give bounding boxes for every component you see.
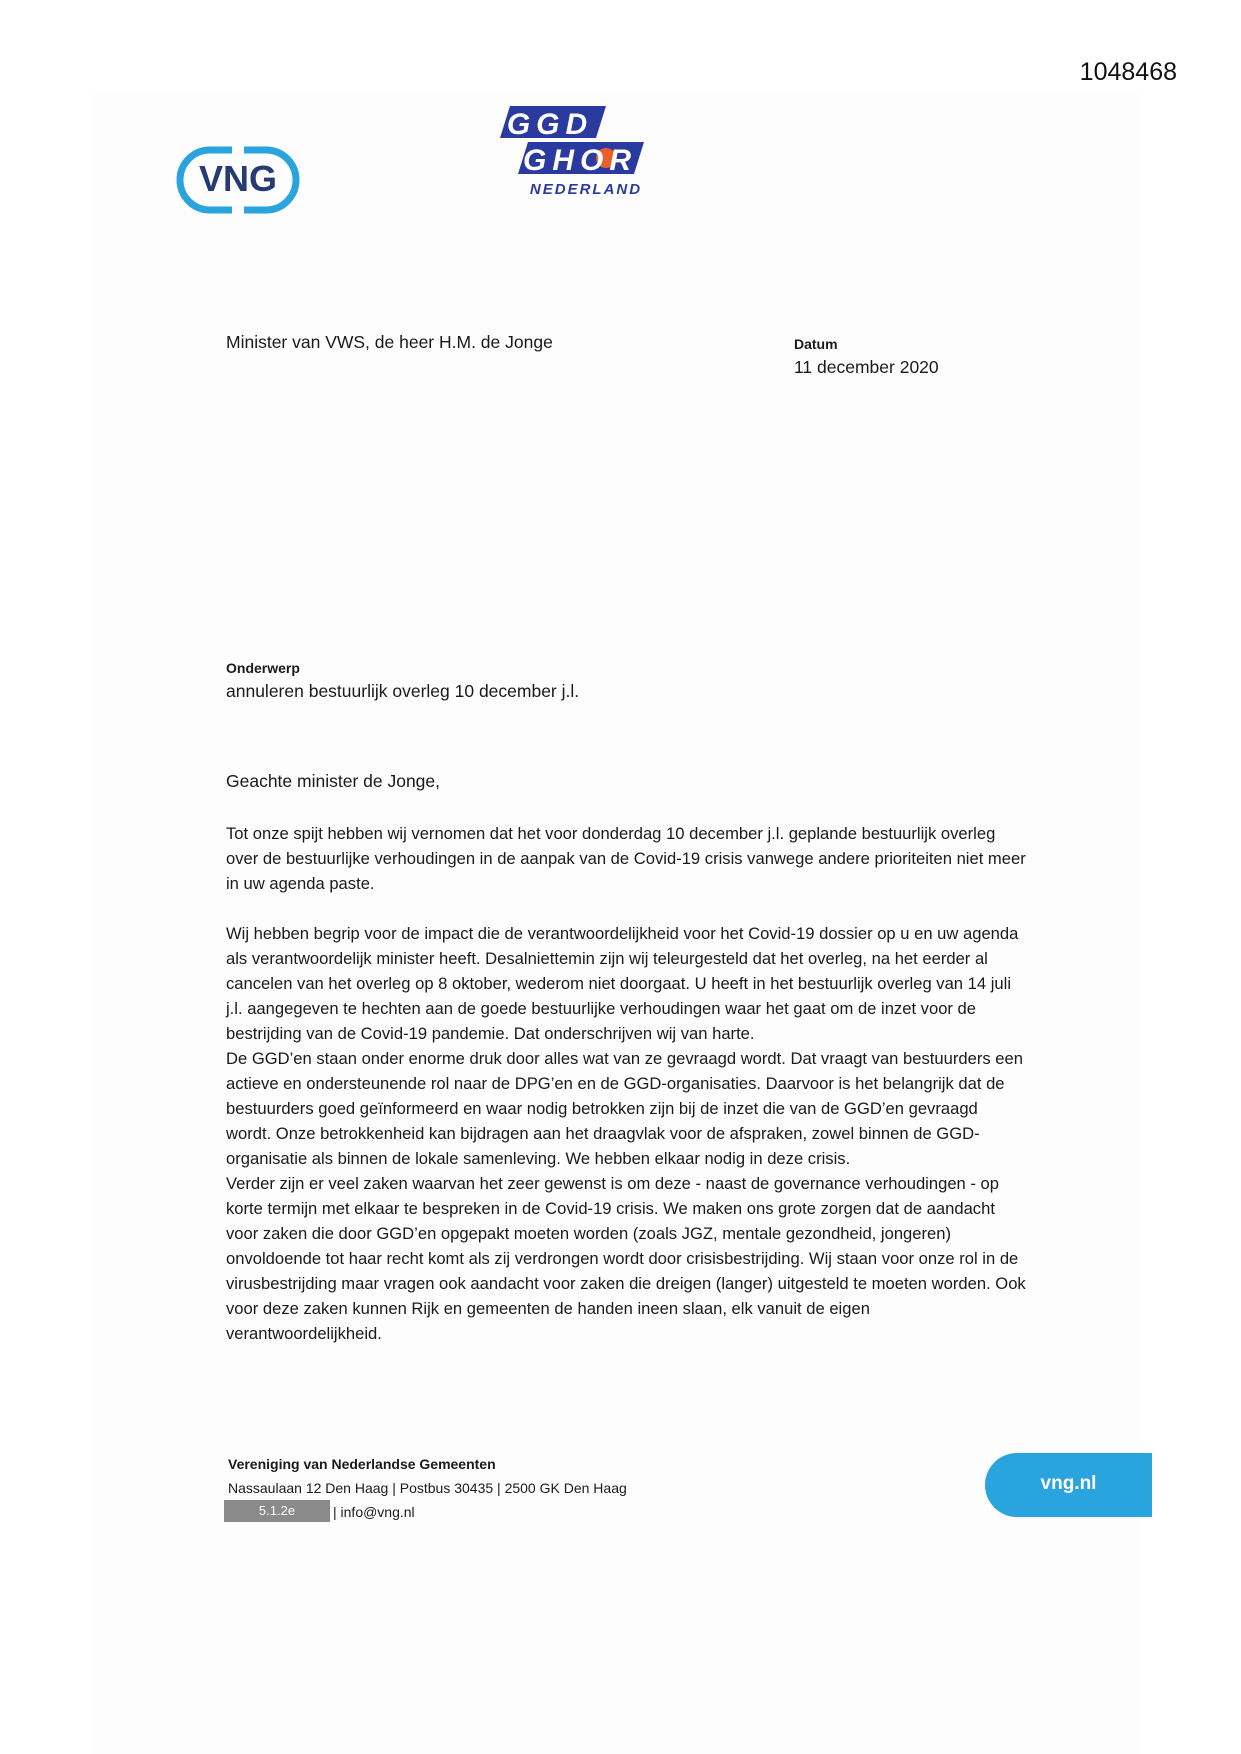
vng-logo xyxy=(176,146,300,214)
nederland-logo-text: NEDERLAND xyxy=(529,181,643,198)
body-paragraph: Wij hebben begrip voor de impact die de verantwoordelijkheid voor het Covid-19 dossier op u en uw agenda als verantwoordelijk minister heeft. Desalniettemin zijn wij teleurgesteld dat het overleg, na het eerder al cancelen van het overleg op 8 oktober, wederom niet doorgaat. U heeft in het bestuurlijk overleg van 14 juli j.l. aangegeven te hechten aan de goede bestuurlijke verhoudingen waar het gaat om de inzet voor de bestrijding van de Covid-19 pandemie. Dat onderschrijven wij van harte. xyxy=(226,924,1019,1043)
ggd-ghor-logo xyxy=(500,104,660,200)
salutation: Geachte minister de Jonge, xyxy=(226,771,441,791)
body-paragraph: De GGD’en staan onder enorme druk door alles wat van ze gevraagd wordt. Dat vraagt van bestuurders een actieve en ondersteunende rol naar de DPG’en en de GGD-organisaties. Daarvoor is het belangrijk dat de bestuurders goed geïnformeerd en waar nodig betrokken zijn bij de inzet die van de GGD’en gevraagd wordt. Onze betrokkenheid kan bijdragen aan het draagvlak voor de afspraken, zowel binnen de GGD-organisatie als binnen de lokale samenleving. We hebben elkaar nodig in deze crisis. xyxy=(226,1049,1023,1168)
footer-email[interactable]: | info@vng.nl xyxy=(333,1504,415,1520)
letter-body xyxy=(226,821,1026,1346)
redaction-block: 5.1.2e xyxy=(224,1500,330,1522)
recipient: Minister van VWS, de heer H.M. de Jonge xyxy=(226,332,553,352)
body-paragraph: Tot onze spijt hebben wij vernomen dat het voor donderdag 10 december j.l. geplande bestuurlijk overleg over de bestuurlijke verhoudingen in de aanpak van de Covid-19 crisis vanwege andere prioriteiten niet meer in uw agenda paste. xyxy=(226,824,1026,893)
body-paragraph: Verder zijn er veel zaken waarvan het zeer gewenst is om deze - naast de governance verhoudingen - op korte termijn met elkaar te bespreken in de Covid-19 crisis. We maken ons grote zorgen dat de aandacht voor zaken die door GGD’en opgepakt moeten worden (zoals JGZ, mentale gezondheid, jongeren) onvoldoende tot haar recht komt als zij verdrongen wordt door crisisbestrijding. Wij staan voor onze rol in de virusbestrijding maar vragen ook aandacht voor zaken die dreigen (langer) uitgesteld te moeten worden. Ook voor deze zaken kunnen Rijk en gemeenten de handen ineen slaan, elk vanuit de eigen verantwoordelijkheid. xyxy=(226,1174,1026,1343)
vng-logo-text: VNG xyxy=(198,158,278,199)
subject-label: Onderwerp xyxy=(226,660,300,676)
document-number: 1048468 xyxy=(1079,58,1177,86)
footer-organization: Vereniging van Nederlandse Gemeenten xyxy=(228,1456,496,1472)
website-link[interactable]: vng.nl xyxy=(985,1453,1152,1517)
ghor-logo-text: GHOR xyxy=(523,144,637,177)
footer-address: Nassaulaan 12 Den Haag | Postbus 30435 | 2500 GK Den Haag xyxy=(228,1480,627,1496)
ggd-logo-text: GGD xyxy=(506,108,594,141)
subject-value: annuleren bestuurlijk overleg 10 december j.l. xyxy=(226,681,580,701)
date-value: 11 december 2020 xyxy=(794,357,939,377)
date-label: Datum xyxy=(794,336,838,352)
